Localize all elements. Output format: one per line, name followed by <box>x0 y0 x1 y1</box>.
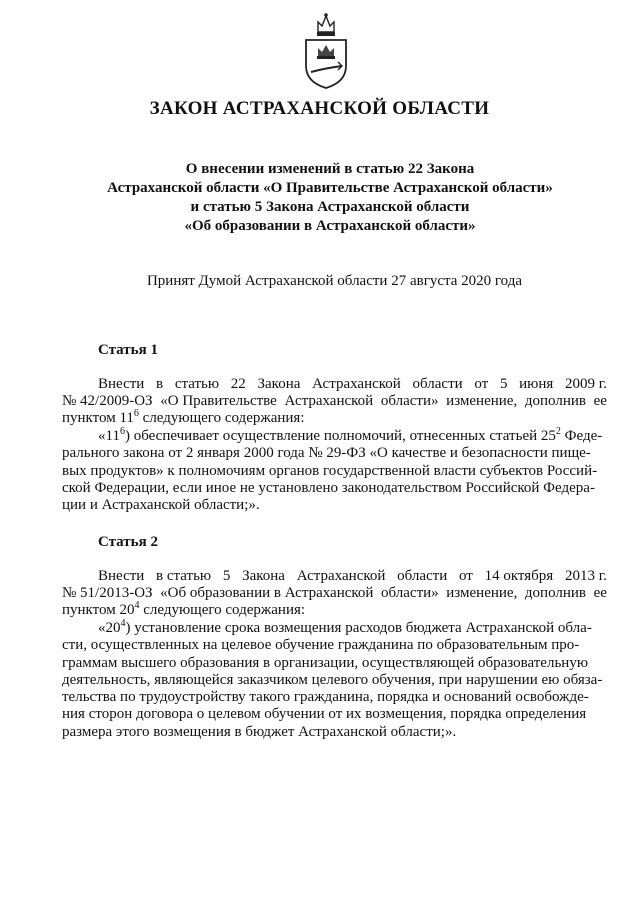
article-1-item <box>62 428 607 514</box>
article-2-item-line-3: граммам высшего образования в организации, осуществляющей образовательную <box>62 654 589 671</box>
subtitle-line: О внесении изменений в статью 22 Закона <box>185 161 475 177</box>
subtitle-line: и статью 5 Закона Астраханской области <box>190 199 470 215</box>
article-1-intro-line-3: пунктом $11^6$ следующего содержания: <box>62 408 305 427</box>
article-1-intro <box>98 376 607 393</box>
adoption-date: Принят Думой Астраханской области 27 августа 2020 года <box>146 273 523 289</box>
article-2-intro-line-3: пунктом $20^4$ следующего содержания: <box>62 600 306 619</box>
subtitle-line: «Об образовании в Астраханской области» <box>184 218 476 234</box>
article-1-intro-line-1: Внести в статью 22 Закона Астраханской области от 5 июня 2009 г. <box>98 376 607 392</box>
article-1-item-line-3: вых продуктов» к полномочиям органов государственной власти субъектов Россий- <box>62 462 598 479</box>
article-1-intro-cont <box>62 393 607 428</box>
article-1-item-line-5: ции и Астраханской области;». <box>62 497 260 514</box>
article-2-intro-cont <box>62 585 607 620</box>
article-2-item-line-2: сти, осуществленных на целевое обучение гражданина по образовательным про- <box>62 637 580 654</box>
article-2-item-line-5: тельства по трудоустройству такого гражданина, порядка и оснований освобожде- <box>62 689 589 706</box>
article-1-item-line-1: «$11^6$) обеспечивает осуществление полномочий, отнесенных статьей $25^2$ Феде- <box>98 426 603 444</box>
article-2-item-line-7: размера этого возмещения в бюджет Астраханской области;». <box>62 723 457 740</box>
law-subtitle <box>70 160 590 236</box>
article-2-intro-line-1: Внести в статью 5 Закона Астраханской области от 14 октября 2013 г. <box>98 568 607 584</box>
article-1-heading: Статья 1 <box>98 342 158 358</box>
article-2-item-line-1: «$20^4$) установление срока возмещения расходов бюджета Астраханской обла- <box>98 618 592 636</box>
astrakhan-coat-of-arms-icon <box>296 10 356 92</box>
article-1-item-line-2: рального закона от 2 января 2000 года № 29-ФЗ «О качестве и безопасности пище- <box>62 445 591 462</box>
article-2-item <box>62 620 607 741</box>
article-2-intro-line-2: № 51/2013-ОЗ «Об образовании в Астраханской области» изменение, дополнив ее <box>62 585 607 601</box>
article-1-intro-line-2: № 42/2009-ОЗ «О Правительстве Астраханской области» изменение, дополнив ее <box>62 393 607 409</box>
article-2-heading: Статья 2 <box>98 534 158 550</box>
article-1-item-line-4: ской Федерации, если иное не установлено законодательством Российской Федера- <box>62 479 595 496</box>
document-title: ЗАКОН АСТРАХАНСКОЙ ОБЛАСТИ <box>149 98 490 119</box>
subtitle-line: Астраханской области «О Правительстве Астраханской области» <box>107 180 553 196</box>
article-2-item-line-6: ния сторон договора о целевом обучении от их возмещения, порядка определения <box>62 706 587 723</box>
article-2-intro <box>98 568 607 585</box>
article-2-item-line-4: деятельность, являющейся заказчиком целевого обучения, при нарушении ею обяза- <box>62 671 603 688</box>
